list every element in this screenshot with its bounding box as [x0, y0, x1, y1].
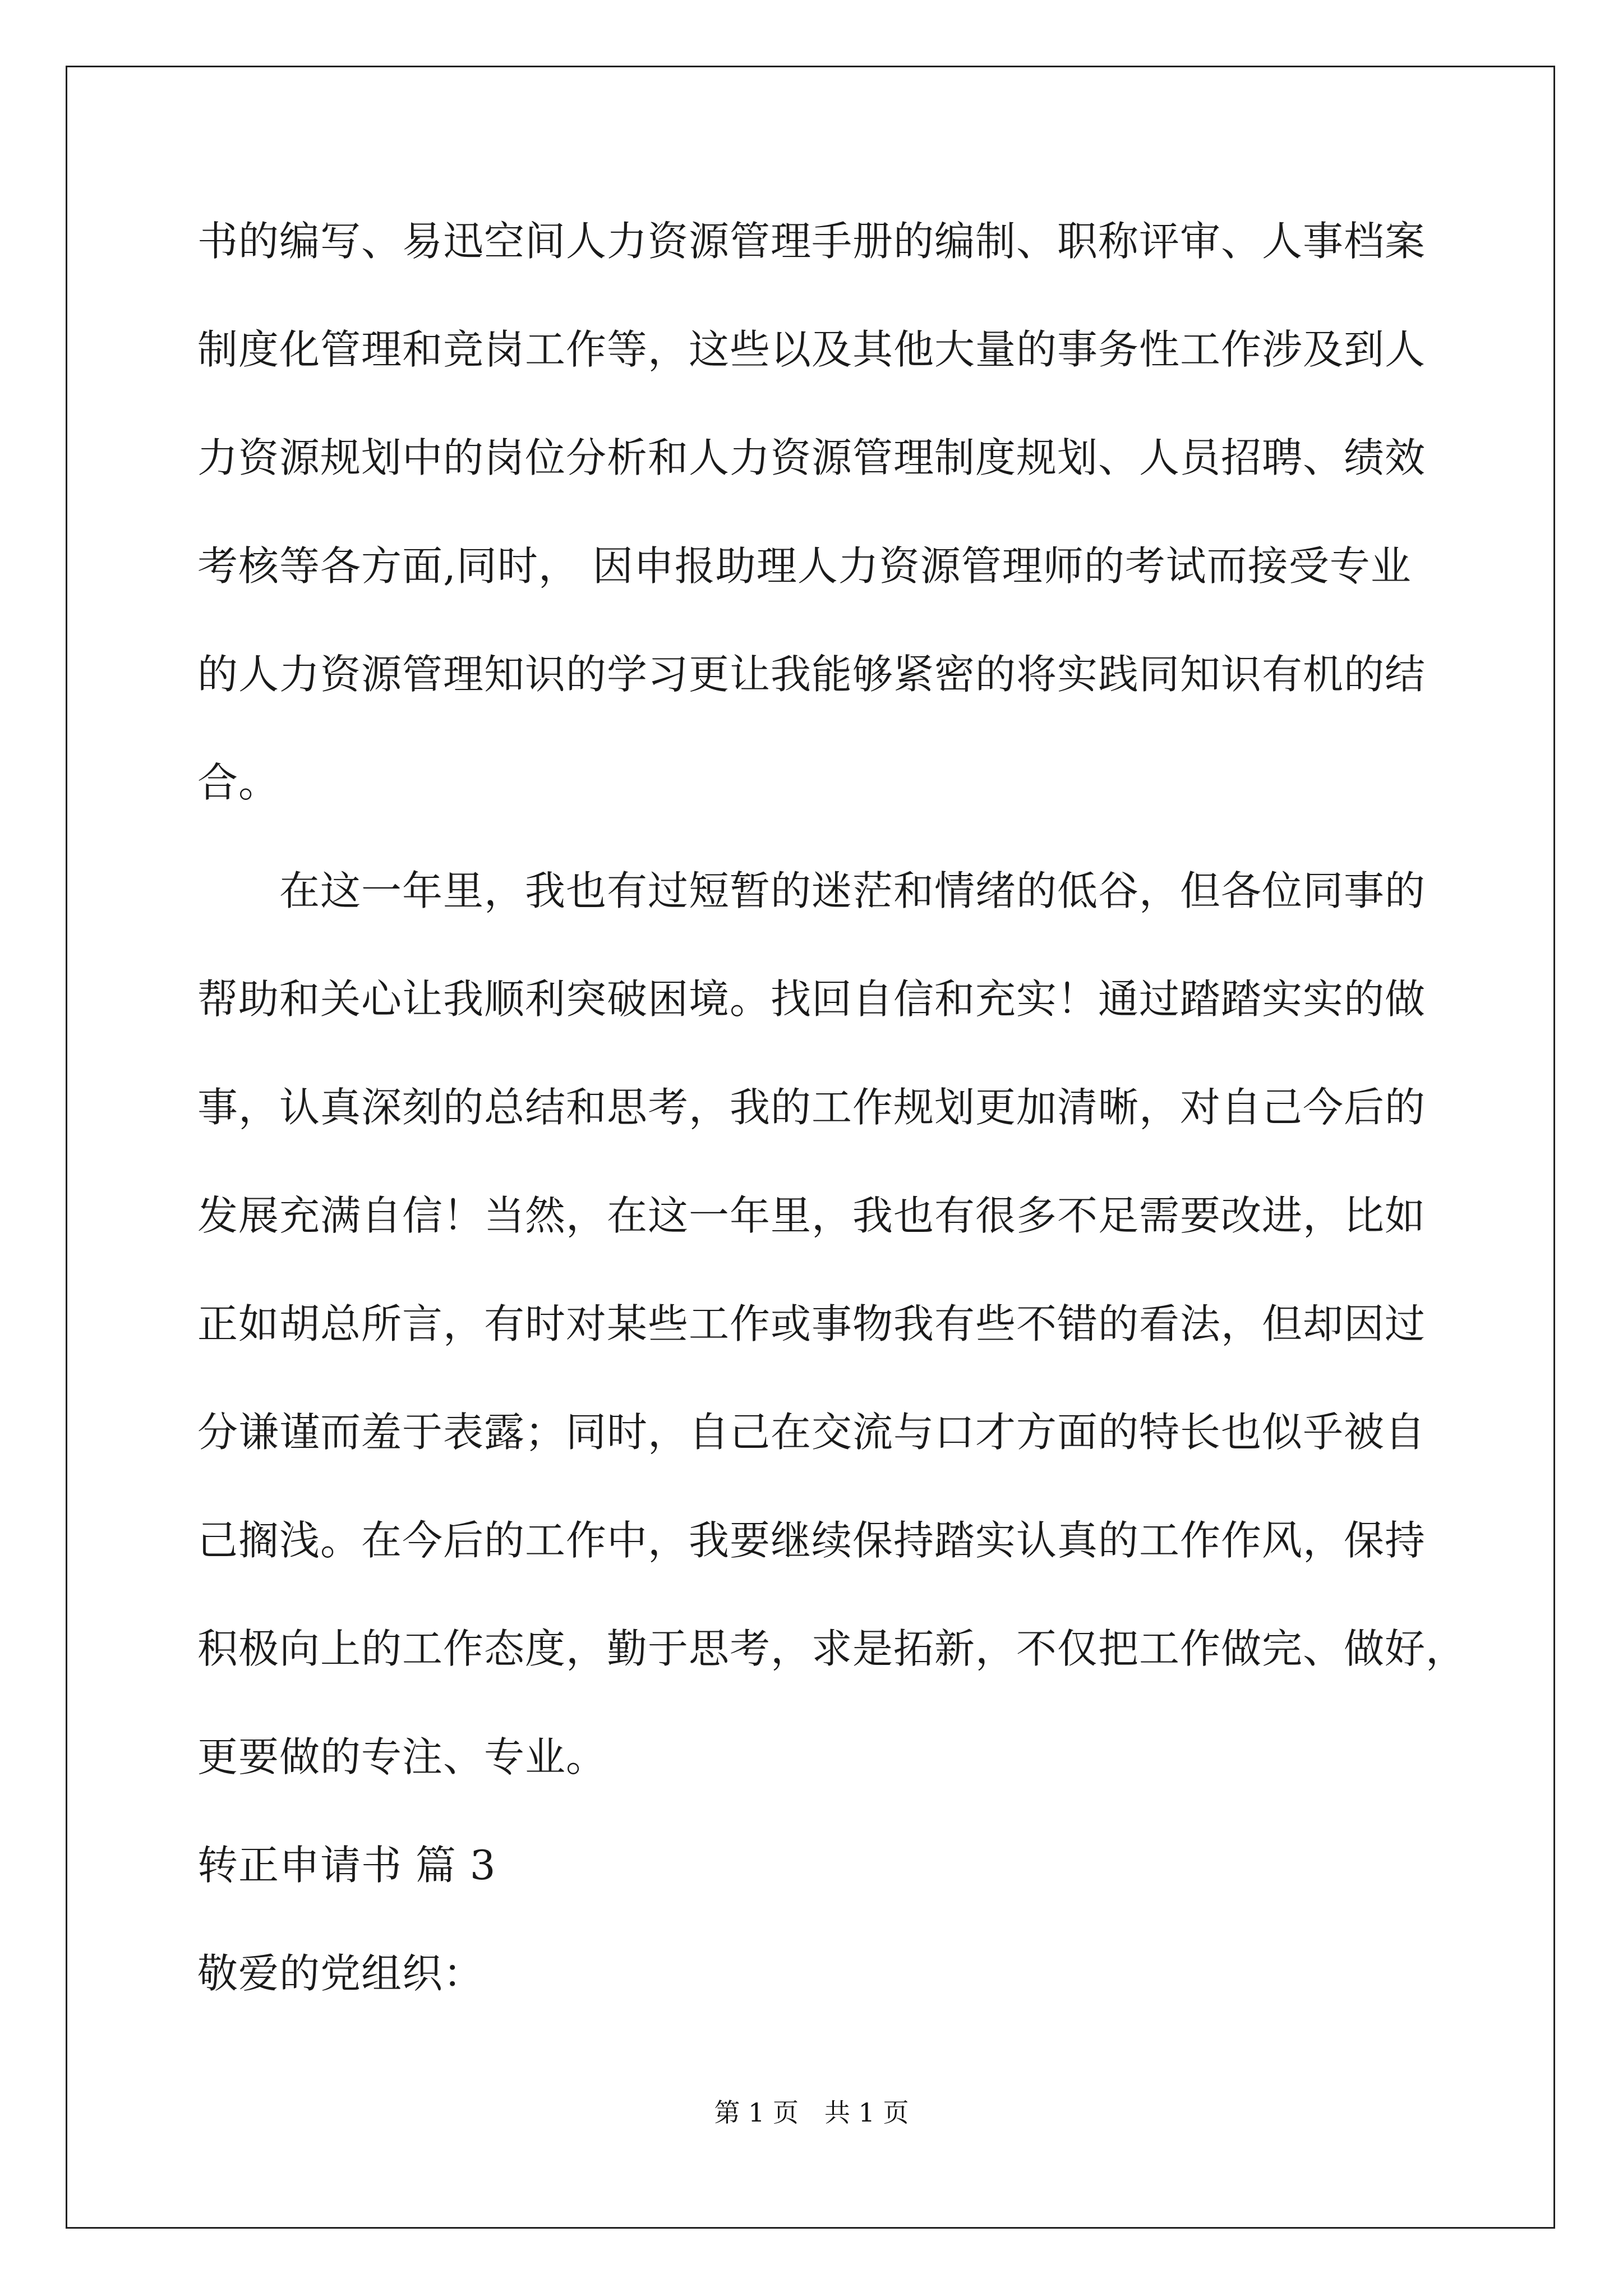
text-line: 帮助和关心让我顺利突破困境。找回自信和充实！通过踏踏实实的做: [197, 976, 1426, 1023]
text-line: 制度化管理和竞岗工作等，这些以及其他大量的事务性工作涉及到人: [197, 326, 1426, 373]
page-footer: 第 1 页 共 1 页: [714, 2097, 909, 2128]
text-line: 在这一年里，我也有过短暂的迷茫和情绪的低谷，但各位同事的: [197, 867, 1426, 914]
text-line: 合。: [197, 759, 280, 806]
salutation: 敬爱的党组织：: [197, 1950, 485, 1997]
text-line: 书的编写、易迅空间人力资源管理手册的编制、职称评审、人事档案: [197, 218, 1426, 265]
document-body: [197, 213, 1467, 2054]
text-line: 己搁浅。在今后的工作中，我要继续保持踏实认真的工作作风，保持: [197, 1517, 1426, 1564]
text-line: 发展充满自信！当然，在这一年里，我也有很多不足需要改进，比如: [197, 1192, 1426, 1239]
text-line: 考核等各方面,同时， 因申报助理人力资源管理师的考试而接受专业: [197, 542, 1412, 590]
text-line: 更要做的专注、专业。: [197, 1733, 607, 1780]
text-line: 的人力资源管理知识的学习更让我能够紧密的将实践同知识有机的结: [197, 651, 1426, 698]
section-heading: 转正申请书 篇 3: [197, 1842, 496, 1889]
text-line: 积极向上的工作态度，勤于思考，求是拓新，不仅把工作做完、做好，: [197, 1625, 1467, 1672]
text-line: 正如胡总所言，有时对某些工作或事物我有些不错的看法，但却因过: [197, 1300, 1426, 1347]
text-line: 事，认真深刻的总结和思考，我的工作规划更加清晰，对自己今后的: [197, 1084, 1426, 1131]
text-line: 力资源规划中的岗位分析和人力资源管理制度规划、人员招聘、绩效: [197, 434, 1426, 481]
text-line: 分谦谨而羞于表露；同时，自己在交流与口才方面的特长也似乎被自: [197, 1409, 1426, 1456]
